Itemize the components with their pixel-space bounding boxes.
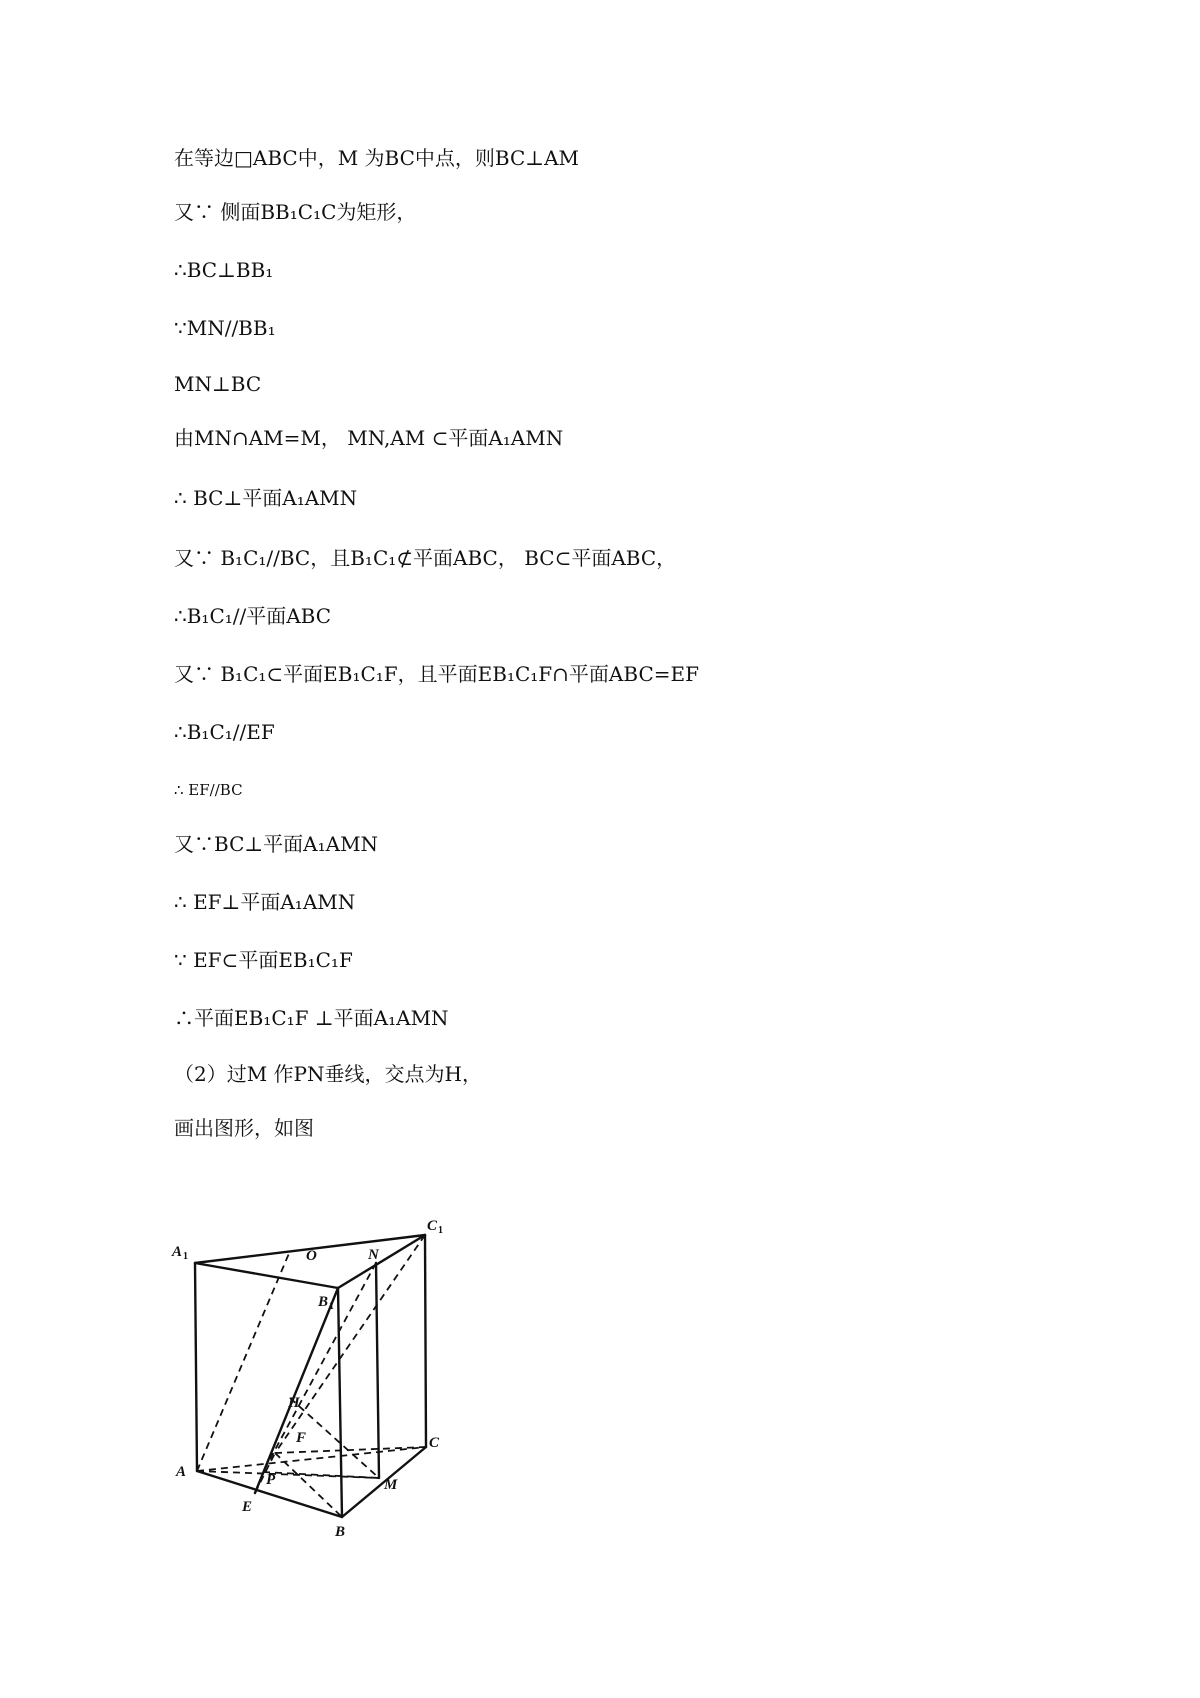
text-line-2: 又∵ 侧面BB₁C₁C为矩形， [174,200,417,224]
label-B1: B [318,1294,329,1310]
label-A1: A [172,1244,183,1260]
text-line-8: 又∵ B₁C₁//BC，且B₁C₁⊄平面ABC， BC⊂平面ABC， [174,546,677,570]
text-line-4: ∵MN//BB₁ [174,316,276,340]
text-line-7: ∴ BC⊥平面A₁AMN [174,486,358,510]
prism-diagram [170,1210,460,1550]
text-line-6: 由MN∩AM=M， MN,AM ⊂平面A₁AMN [174,426,564,450]
text-line-3: ∴BC⊥BB₁ [174,258,274,282]
label-A1-sub: 1 [183,1251,188,1262]
edge-B1B [338,1288,342,1517]
text-line-13: 又∵BC⊥平面A₁AMN [174,832,379,856]
label-B1-sub: 1 [329,1301,334,1312]
label-A: A [176,1464,187,1480]
label-M: M [384,1477,398,1493]
edge-C1C [425,1235,426,1447]
text-line-10: 又∵ B₁C₁⊂平面EB₁C₁F，且平面EB₁C₁F∩平面ABC=EF [174,662,699,686]
label-E: E [242,1499,253,1515]
label-C1-sub: 1 [438,1225,443,1236]
label-N: N [368,1247,379,1263]
label-C1: C [427,1218,438,1234]
text-line-12: ∴ EF//BC [174,781,243,799]
label-O: O [306,1248,317,1264]
edge-AC [197,1447,426,1471]
text-line-1: 在等边□ABC中，M 为BC中点，则BC⊥AM [174,146,580,170]
edge-NM [376,1263,379,1478]
text-line-5: MN⊥BC [174,372,262,396]
text-line-11: ∴B₁C₁//EF [174,720,275,744]
prism-figure [170,1210,460,1550]
text-line-18: 画出图形，如图 [174,1116,314,1140]
text-line-16: ∴平面EB₁C₁F ⊥平面A₁AMN [174,1006,449,1030]
label-F: F [296,1430,307,1446]
label-P: P [266,1472,276,1488]
edge-C1F [275,1235,425,1453]
text-line-15: ∵ EF⊂平面EB₁C₁F [174,948,353,972]
edge-A1B1 [195,1263,338,1288]
edge-B1E [255,1288,338,1493]
text-line-14: ∴ EF⊥平面A₁AMN [174,890,356,914]
label-B: B [335,1524,346,1540]
edge-A1A [195,1263,197,1471]
text-line-17: （2）过M 作PN垂线，交点为H， [174,1062,482,1086]
label-C: C [429,1435,440,1451]
text-line-9: ∴B₁C₁//平面ABC [174,604,332,628]
label-H: H [288,1395,300,1411]
